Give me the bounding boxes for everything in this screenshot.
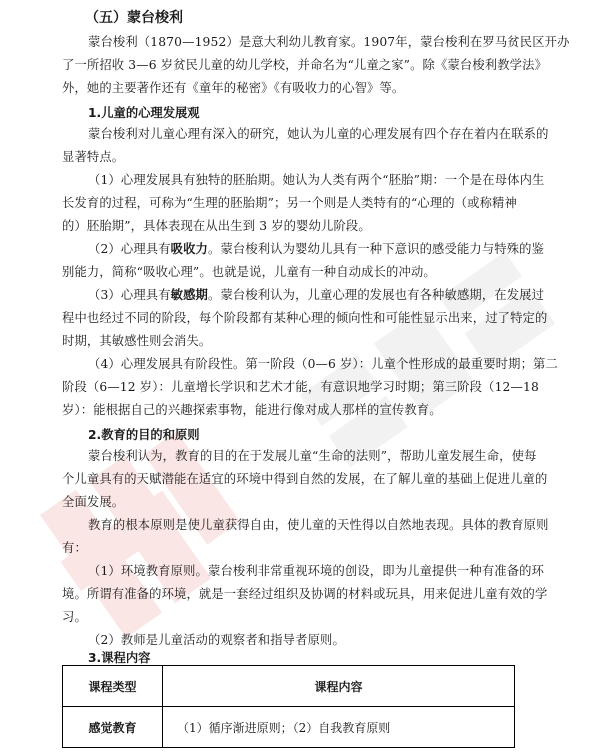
sensitive-line-3: 时期，其敏感性则会消失。 (62, 334, 212, 348)
embryo-line-2: 长发育的过程，可称为“生理的胚胎期”；另一个则是人类特有的“心理的（或称精神 (62, 196, 517, 210)
absorbent-rest: 。蒙台梭利认为婴幼儿具有一种下意识的感受能力与特殊的鉴 (208, 242, 545, 256)
goal-line-2: 个儿童具有的天赋潜能在适宜的环境中得到自然的发展，在了解儿童的基础上促进儿童的 (62, 472, 548, 486)
teacher-line: （2）教师是儿童活动的观察者和指导者原则。 (88, 633, 345, 647)
psych-line-1: 蒙台梭利对儿童心理有深入的研究，她认为儿童的心理发展有四个存在着内在联系的 (88, 127, 549, 141)
intro-line-3: 外，她的主要著作还有《童年的秘密》《有吸收力的心智》等。 (62, 81, 405, 95)
heading-psych-development: 1.儿童的心理发展观 (88, 106, 200, 120)
stages-line-3: 岁）：能根据自己的兴趣探索事物，能进行像对成人那样的宣传教育。 (62, 403, 442, 417)
absorbent-prefix: （2）心理具有 (88, 242, 171, 256)
table-header-row (63, 666, 515, 707)
keyword-absorbent: 吸收力 (170, 242, 208, 256)
table-row (63, 707, 515, 748)
absorbent-line-2: 别能力，简称“吸收心理”。也就是说，儿童有一种自动成长的冲动。 (62, 265, 436, 279)
principle-line-2: 有： (62, 541, 87, 555)
section-title: （五）蒙台梭利 (85, 10, 183, 26)
sensitive-prefix: （3）心理具有 (88, 288, 171, 302)
env-line-1: （1）环境教育原则。蒙台梭利非常重视环境的创设，即为儿童提供一种有准备的环 (88, 564, 545, 578)
stages-line-2: 阶段（6—12 岁）：儿童增长学识和艺术才能，有意识地学习时期；第三阶段（12—18 (62, 380, 539, 394)
sensitive-line-1 (88, 287, 544, 303)
course-table (62, 665, 515, 748)
cell-course-type: 感觉教育 (63, 707, 163, 748)
psych-line-2: 显著特点。 (62, 150, 125, 164)
intro-line-1: 蒙台梭利（1870—1952）是意大利幼儿教育家。1907年，蒙台梭利在罗马贫民区开办 (88, 35, 570, 49)
heading-goal-principle: 2.教育的目的和原则 (88, 428, 200, 442)
embryo-line-3: 的）胚胎期”，具体表现在从出生到 3 岁的婴幼儿阶段。 (62, 219, 371, 233)
heading-course-content: 3.课程内容 (88, 651, 151, 665)
goal-line-3: 全面发展。 (62, 495, 125, 509)
sensitive-rest: 。蒙台梭利认为，儿童心理的发展也有各种敏感期，在发展过 (208, 288, 545, 302)
embryo-line-1: （1）心理发展具有独特的胚胎期。她认为人类有两个“胚胎”期：一个是在母体内生 (88, 173, 545, 187)
header-course-type: 课程类型 (63, 666, 163, 707)
env-line-2: 境。所谓有准备的环境，就是一套经过组织及协调的材料或玩具，用来促进儿童有效的学 (62, 587, 548, 601)
header-course-content: 课程内容 (163, 666, 515, 707)
stages-line-1: （4）心理发展具有阶段性。第一阶段（0—6 岁）：儿童个性形成的最重要时期；第二 (88, 357, 558, 371)
goal-line-1: 蒙台梭利认为，教育的目的在于发展儿童“生命的法则”，帮助儿童发展生命，使每 (88, 449, 537, 463)
intro-line-2: 了一所招收 3—6 岁贫民儿童的幼儿学校，并命名为“儿童之家”。除《蒙台梭利教学法》 (62, 58, 548, 72)
absorbent-line-1 (88, 241, 544, 257)
cell-course-content: （1）循序渐进原则；（2）自我教育原则 (163, 707, 515, 748)
sensitive-line-2: 程中也经过不同的阶段，每个阶段都有某种心理的倾向性和可能性显示出来，过了特定的 (62, 311, 548, 325)
env-line-3: 习。 (62, 610, 87, 624)
principle-line-1: 教育的根本原则是使儿童获得自由，使儿童的天性得以自然地表现。具体的教育原则 (88, 518, 549, 532)
keyword-sensitive: 敏感期 (170, 288, 208, 302)
